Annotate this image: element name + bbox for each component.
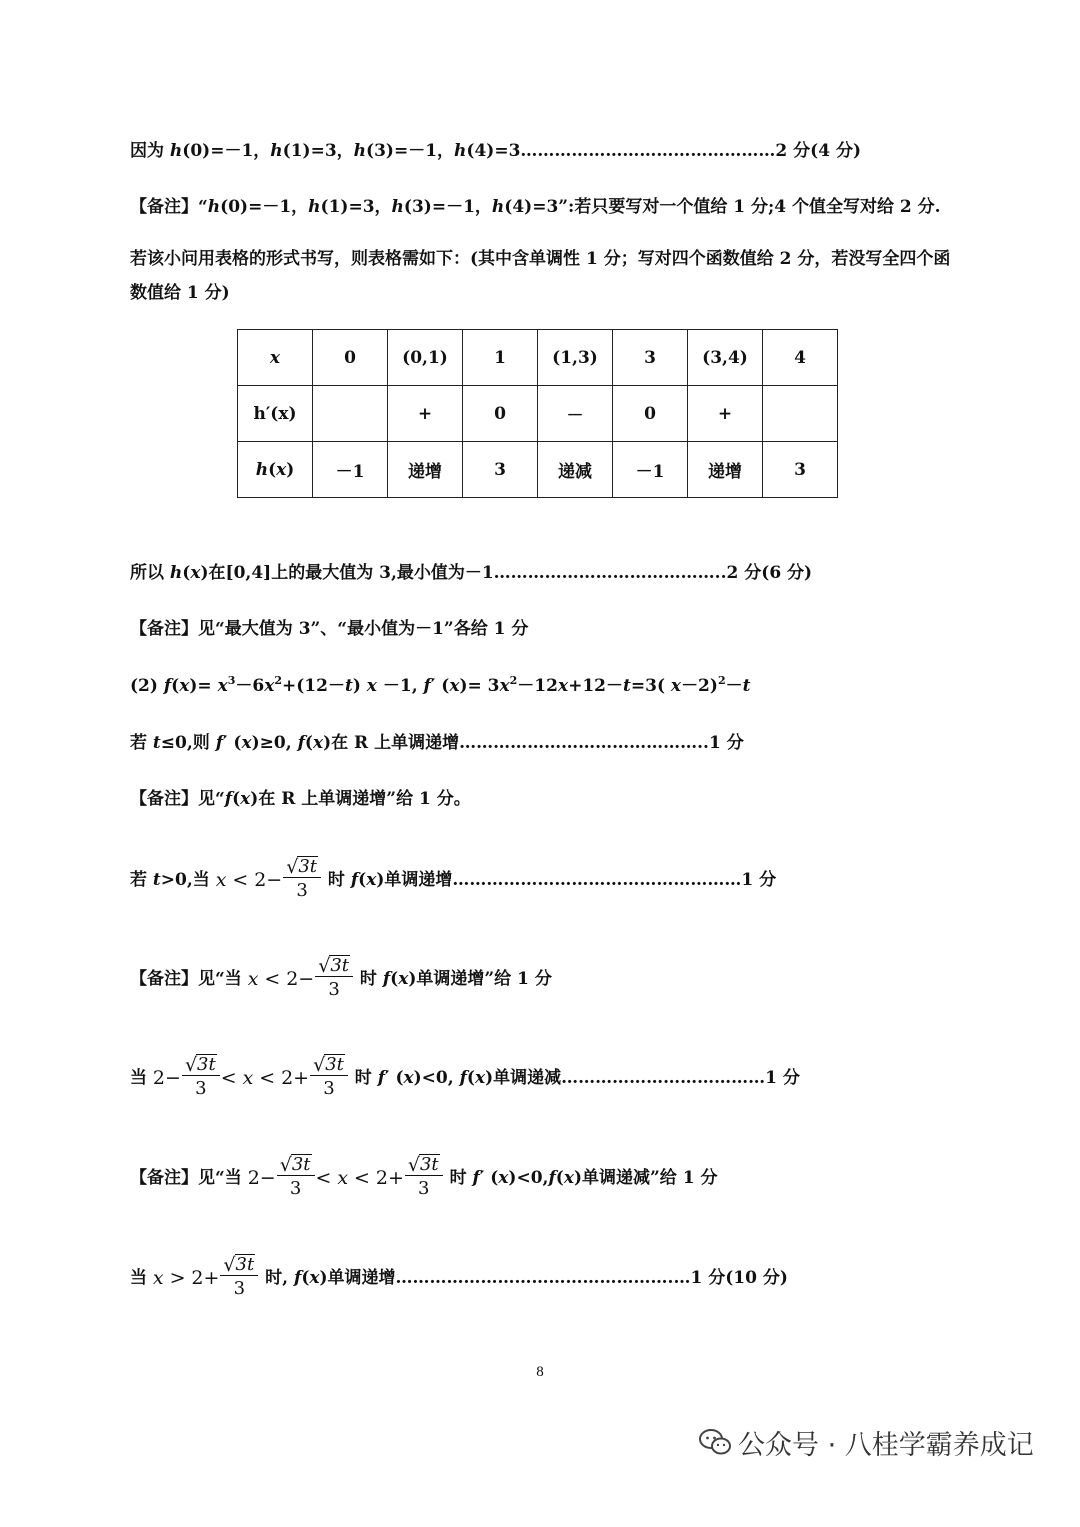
fraction: √ 3t 3 bbox=[285, 856, 319, 904]
note-line-1: 【备注】“h(0)=－1，h(1)=3，h(3)=－1，h(4)=3”:若只要写对一个值给 1 分;4 个值全写对给 2 分. bbox=[130, 197, 941, 217]
text-line-max-min: 所以 h(x)在[0,4]上的最大值为 3,最小值为－1…………………………………..2 分(6 分) bbox=[130, 563, 813, 583]
table-cell: + bbox=[388, 386, 463, 442]
table-cell: h(x) bbox=[238, 442, 313, 498]
table-cell: 0 bbox=[613, 386, 688, 442]
table-cell: + bbox=[688, 386, 763, 442]
fraction: √ 3t 3 bbox=[317, 955, 351, 1003]
table-instruction: 若该小问用表格的形式书写，则表格需如下：(其中含单调性 1 分；写对四个函数值给 2 分，若没写全四个函数值给 1 分) bbox=[130, 249, 951, 303]
monotonicity-table bbox=[237, 329, 838, 498]
text-line-derivative: (2) $f(x)= x^3-6x^2+(12-t)$ x －1, f′ $(x)= 3x^2-12x+12-t=3$( x－2)$^2$－t bbox=[130, 674, 751, 696]
watermark-text: 公众号 · 八桂学霸养成记 bbox=[738, 1429, 1034, 1461]
fraction: √ 3t 3 bbox=[407, 1154, 441, 1202]
page-number: 8 bbox=[536, 1364, 544, 1380]
text-line-case-t-gt-0: 若 t >0,当 x < 2 − √ 3t 3 时 f ( x ) 单调递增……………………………………………1 分 bbox=[130, 852, 960, 908]
table-cell: 1 bbox=[463, 330, 538, 386]
table-cell: 3 bbox=[763, 442, 838, 498]
table-cell: (0,1) bbox=[388, 330, 463, 386]
table-cell: 0 bbox=[463, 386, 538, 442]
table-cell: (3,4) bbox=[688, 330, 763, 386]
table-cell: 4 bbox=[763, 330, 838, 386]
table-cell: x bbox=[238, 330, 313, 386]
text-line-increasing: 当 x > 2 + √ 3t 3 时, f ( x ) 单调递增………………………………………….…1 分(10 分) bbox=[130, 1250, 960, 1306]
text-line-1: 因为 h(0)=－1，h(1)=3，h(3)=－1，h(4)=3………………………………………2 分(4 分) bbox=[130, 141, 861, 161]
table-cell: 递减 bbox=[538, 442, 613, 498]
table-cell: －1 bbox=[613, 442, 688, 498]
watermark bbox=[698, 1422, 1034, 1462]
fraction: √ 3t 3 bbox=[222, 1254, 256, 1302]
table-row bbox=[238, 386, 838, 442]
fraction: √ 3t 3 bbox=[184, 1054, 218, 1102]
table-cell: h′(x) bbox=[238, 386, 313, 442]
note-line-4: 【备注】见“当 x < 2 − √ 3t 3 时 f ( x ) 单调递增”给 1 分 bbox=[130, 951, 960, 1007]
wechat-icon bbox=[698, 1427, 732, 1457]
fraction: √ 3t 3 bbox=[279, 1154, 313, 1202]
table-cell: 3 bbox=[613, 330, 688, 386]
table-cell: 3 bbox=[463, 442, 538, 498]
fraction: √ 3t 3 bbox=[312, 1054, 346, 1102]
table-cell: － bbox=[538, 386, 613, 442]
table-cell bbox=[763, 386, 838, 442]
table-cell: 递增 bbox=[388, 442, 463, 498]
table-row bbox=[238, 330, 838, 386]
table-cell bbox=[313, 386, 388, 442]
table-cell: 0 bbox=[313, 330, 388, 386]
table-cell: －1 bbox=[313, 442, 388, 498]
table-cell: (1,3) bbox=[538, 330, 613, 386]
note-line-3: 【备注】见“f(x)在 R 上单调递增”给 1 分。 bbox=[130, 789, 471, 809]
note-line-2: 【备注】见“最大值为 3”、“最小值为－1”各给 1 分 bbox=[130, 619, 529, 639]
text-line-decreasing: 当 2 − √ 3t 3 < x < 2 + √ 3t 3 时 f ′ ( x )<0, f ( x ) 单调递减………………………………1 分 bbox=[130, 1050, 960, 1106]
table-cell: 递增 bbox=[688, 442, 763, 498]
table-row bbox=[238, 442, 838, 498]
note-line-5: 【备注】见“当 2 − √ 3t 3 < x < 2 + √ 3t 3 时 f ′ ( x )<0, f ( x ) 单调递减”给 1 分 bbox=[130, 1150, 960, 1206]
text-line-case-t-le-0: 若 t≤0,则 f′ (x)≥0, f(x)在 R 上单调递增……………………………………..1 分 bbox=[130, 733, 744, 753]
